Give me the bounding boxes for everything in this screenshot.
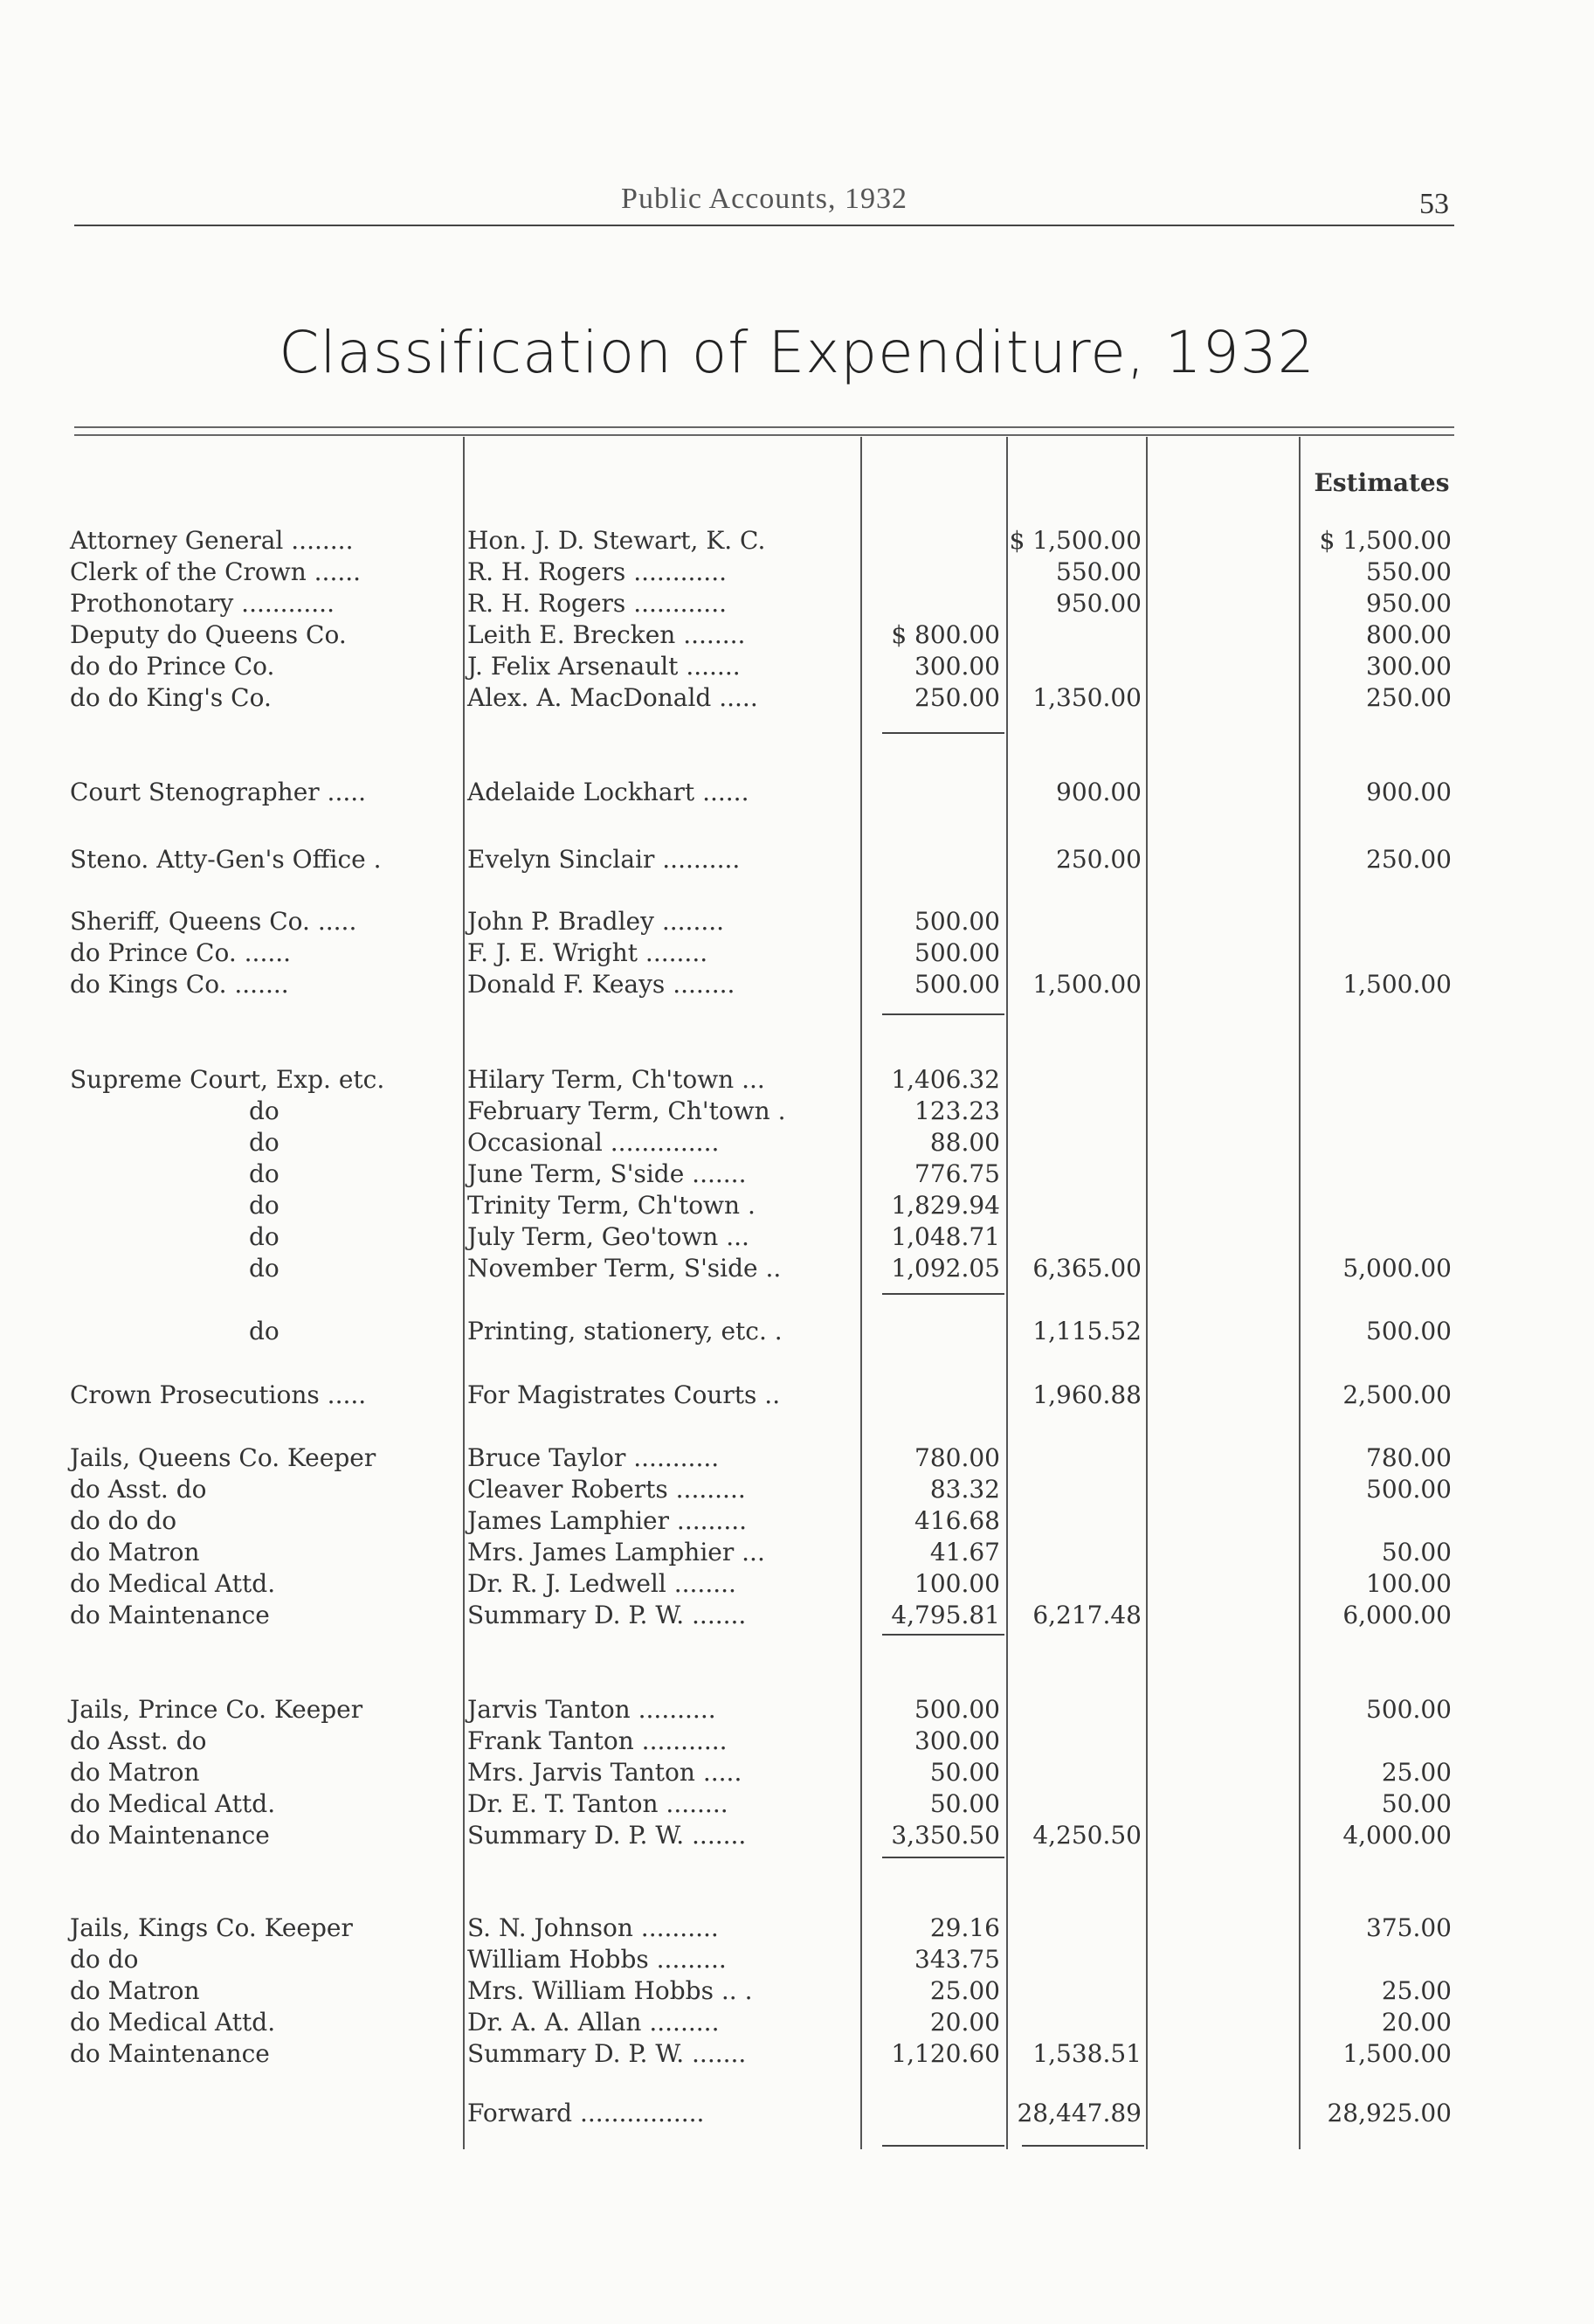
column-divider — [463, 437, 465, 2149]
estimate-cell: 1,500.00 — [1342, 970, 1452, 999]
subtotal-rule — [882, 2145, 1004, 2147]
description-cell: do Matron — [70, 1976, 200, 2005]
estimate-cell: 375.00 — [1366, 1913, 1452, 1942]
estimate-cell: 300.00 — [1366, 652, 1452, 681]
description-cell: Jails, Kings Co. Keeper — [70, 1913, 353, 1942]
detail-amount-cell: 1,120.60 — [891, 2039, 1000, 2068]
detail-amount-cell: 88.00 — [929, 1128, 1000, 1157]
total-amount-cell: 1,115.52 — [1032, 1317, 1142, 1345]
payee-cell: S. N. Johnson .......... — [467, 1913, 719, 1942]
description-cell: do Maintenance — [70, 1821, 270, 1850]
detail-amount-cell: 776.75 — [914, 1159, 1000, 1188]
estimate-cell: 25.00 — [1381, 1976, 1452, 2005]
detail-amount-cell: 250.00 — [914, 683, 1000, 712]
detail-amount-cell: 780.00 — [914, 1443, 1000, 1472]
detail-amount-cell: 100.00 — [914, 1569, 1000, 1598]
total-amount-cell: 28,447.89 — [1017, 2099, 1142, 2127]
running-header — [74, 179, 1454, 226]
detail-amount-cell: 300.00 — [914, 652, 1000, 681]
payee-cell: Leith E. Brecken ........ — [467, 620, 746, 649]
description-cell: Supreme Court, Exp. etc. — [70, 1065, 385, 1094]
payee-cell: February Term, Ch'town . — [467, 1096, 786, 1125]
detail-amount-cell: 1,829.94 — [891, 1191, 1000, 1220]
total-amount-cell: 1,350.00 — [1032, 683, 1142, 712]
estimate-cell: 250.00 — [1366, 683, 1452, 712]
estimate-cell: 780.00 — [1366, 1443, 1452, 1472]
description-cell: do Matron — [70, 1538, 200, 1567]
detail-amount-cell: 123.23 — [914, 1096, 1000, 1125]
estimate-cell: 2,500.00 — [1342, 1380, 1452, 1409]
total-amount-cell: 1,538.51 — [1032, 2039, 1142, 2068]
description-cell: do do do — [70, 1506, 177, 1535]
description-cell: do Maintenance — [70, 1601, 270, 1629]
estimate-cell: 550.00 — [1366, 557, 1452, 586]
total-amount-cell: 250.00 — [1056, 845, 1142, 874]
estimate-cell: 500.00 — [1366, 1317, 1452, 1345]
detail-amount-cell: 1,092.05 — [891, 1254, 1000, 1283]
total-amount-cell: 6,365.00 — [1032, 1254, 1142, 1283]
detail-amount-cell: 500.00 — [914, 907, 1000, 936]
detail-amount-cell: 1,406.32 — [891, 1065, 1000, 1094]
description-cell: do — [249, 1128, 279, 1157]
payee-cell: Trinity Term, Ch'town . — [467, 1191, 756, 1220]
table-top-rule-2 — [74, 434, 1454, 436]
payee-cell: William Hobbs ......... — [467, 1945, 727, 1974]
payee-cell: Cleaver Roberts ......... — [467, 1475, 746, 1504]
detail-amount-cell: 41.67 — [929, 1538, 1000, 1567]
description-cell: do — [249, 1191, 279, 1220]
payee-cell: F. J. E. Wright ........ — [467, 938, 708, 967]
payee-cell: July Term, Geo'town ... — [467, 1222, 749, 1251]
subtotal-rule — [882, 1293, 1004, 1295]
payee-cell: Summary D. P. W. ....... — [467, 2039, 747, 2068]
estimate-cell: 6,000.00 — [1342, 1601, 1452, 1629]
payee-cell: Hon. J. D. Stewart, K. C. — [467, 526, 766, 555]
detail-amount-cell: 4,795.81 — [891, 1601, 1000, 1629]
description-cell: do — [249, 1222, 279, 1251]
payee-cell: Evelyn Sinclair .......... — [467, 845, 741, 874]
page-number: 53 — [1419, 188, 1449, 220]
detail-amount-cell: 20.00 — [929, 2008, 1000, 2037]
total-amount-cell: 4,250.50 — [1032, 1821, 1142, 1850]
estimate-cell: 50.00 — [1381, 1538, 1452, 1567]
description-cell: do Medical Attd. — [70, 2008, 276, 2037]
total-amount-cell: $ 1,500.00 — [1009, 526, 1142, 555]
description-cell: do Asst. do — [70, 1726, 207, 1755]
estimate-cell: 25.00 — [1381, 1758, 1452, 1787]
payee-cell: June Term, S'side ....... — [467, 1159, 747, 1188]
description-cell: do Asst. do — [70, 1475, 207, 1504]
payee-cell: R. H. Rogers ............ — [467, 557, 727, 586]
total-amount-cell: 900.00 — [1056, 778, 1142, 806]
estimate-cell: $ 1,500.00 — [1319, 526, 1452, 555]
estimate-cell: 950.00 — [1366, 589, 1452, 618]
description-cell: do Kings Co. ....... — [70, 970, 289, 999]
payee-cell: Printing, stationery, etc. . — [467, 1317, 783, 1345]
payee-cell: John P. Bradley ........ — [467, 907, 725, 936]
payee-cell: R. H. Rogers ............ — [467, 589, 727, 618]
payee-cell: Frank Tanton ........... — [467, 1726, 728, 1755]
estimate-cell: 28,925.00 — [1327, 2099, 1452, 2127]
table-top-rule — [74, 426, 1454, 428]
detail-amount-cell: 500.00 — [914, 938, 1000, 967]
payee-cell: November Term, S'side .. — [467, 1254, 782, 1283]
description-cell: Deputy do Queens Co. — [70, 620, 347, 649]
description-cell: Prothonotary ............ — [70, 589, 335, 618]
description-cell: Clerk of the Crown ...... — [70, 557, 362, 586]
detail-amount-cell: 343.75 — [914, 1945, 1000, 1974]
description-cell: do Prince Co. ...... — [70, 938, 292, 967]
description-cell: do Medical Attd. — [70, 1569, 276, 1598]
subtotal-rule — [882, 1857, 1004, 1858]
subtotal-rule — [882, 1634, 1004, 1636]
payee-cell: Mrs. Jarvis Tanton ..... — [467, 1758, 742, 1787]
payee-cell: For Magistrates Courts .. — [467, 1380, 781, 1409]
subtotal-rule — [1022, 2145, 1144, 2147]
total-amount-cell: 6,217.48 — [1032, 1601, 1142, 1629]
detail-amount-cell: 1,048.71 — [891, 1222, 1000, 1251]
description-cell: do Medical Attd. — [70, 1789, 276, 1818]
estimate-cell: 800.00 — [1366, 620, 1452, 649]
payee-cell: Forward ................ — [467, 2099, 705, 2127]
description-cell: do do Prince Co. — [70, 652, 275, 681]
detail-amount-cell: 500.00 — [914, 970, 1000, 999]
description-cell: Attorney General ........ — [70, 526, 354, 555]
payee-cell: Summary D. P. W. ....... — [467, 1601, 747, 1629]
description-cell: do Maintenance — [70, 2039, 270, 2068]
description-cell: Sheriff, Queens Co. ..... — [70, 907, 357, 936]
payee-cell: James Lamphier ......... — [467, 1506, 748, 1535]
total-amount-cell: 1,960.88 — [1032, 1380, 1142, 1409]
description-cell: Jails, Queens Co. Keeper — [70, 1443, 376, 1472]
detail-amount-cell: $ 800.00 — [891, 620, 1000, 649]
column-divider — [1146, 437, 1148, 2149]
description-cell: Steno. Atty-Gen's Office . — [70, 845, 382, 874]
payee-cell: Occasional .............. — [467, 1128, 720, 1157]
payee-cell: Alex. A. MacDonald ..... — [467, 683, 758, 712]
detail-amount-cell: 300.00 — [914, 1726, 1000, 1755]
payee-cell: Dr. A. A. Allan ......... — [467, 2008, 720, 2037]
payee-cell: Mrs. James Lamphier ... — [467, 1538, 765, 1567]
estimate-cell: 5,000.00 — [1342, 1254, 1452, 1283]
description-cell: Crown Prosecutions ..... — [70, 1380, 367, 1409]
description-cell: do do — [70, 1945, 139, 1974]
total-amount-cell: 550.00 — [1056, 557, 1142, 586]
detail-amount-cell: 3,350.50 — [891, 1821, 1000, 1850]
estimate-cell: 500.00 — [1366, 1695, 1452, 1724]
description-cell: do do King's Co. — [70, 683, 272, 712]
description-cell: do Matron — [70, 1758, 200, 1787]
page-title: Classification of Expenditure, 1932 — [279, 319, 1315, 386]
payee-cell: Hilary Term, Ch'town ... — [467, 1065, 765, 1094]
payee-cell: Bruce Taylor ........... — [467, 1443, 720, 1472]
payee-cell: Dr. E. T. Tanton ........ — [467, 1789, 728, 1818]
estimate-cell: 4,000.00 — [1342, 1821, 1452, 1850]
payee-cell: Mrs. William Hobbs .. . — [467, 1976, 753, 2005]
description-cell: do — [249, 1096, 279, 1125]
description-cell: do — [249, 1254, 279, 1283]
subtotal-rule — [882, 732, 1004, 734]
subtotal-rule — [882, 1013, 1004, 1015]
description-cell: do — [249, 1317, 279, 1345]
payee-cell: Jarvis Tanton .......... — [467, 1695, 716, 1724]
payee-cell: J. Felix Arsenault ....... — [467, 652, 741, 681]
total-amount-cell: 1,500.00 — [1032, 970, 1142, 999]
payee-cell: Donald F. Keays ........ — [467, 970, 735, 999]
running-title: Public Accounts, 1932 — [621, 183, 907, 215]
estimate-cell: 1,500.00 — [1342, 2039, 1452, 2068]
detail-amount-cell: 50.00 — [929, 1758, 1000, 1787]
detail-amount-cell: 500.00 — [914, 1695, 1000, 1724]
payee-cell: Adelaide Lockhart ...... — [467, 778, 749, 806]
estimate-cell: 250.00 — [1366, 845, 1452, 874]
description-cell: Court Stenographer ..... — [70, 778, 367, 806]
description-cell: Jails, Prince Co. Keeper — [70, 1695, 363, 1724]
detail-amount-cell: 83.32 — [929, 1475, 1000, 1504]
detail-amount-cell: 50.00 — [929, 1789, 1000, 1818]
estimate-cell: 50.00 — [1381, 1789, 1452, 1818]
description-cell: do — [249, 1159, 279, 1188]
payee-cell: Dr. R. J. Ledwell ........ — [467, 1569, 736, 1598]
detail-amount-cell: 29.16 — [929, 1913, 1000, 1942]
estimates-column-header: Estimates — [1314, 468, 1450, 497]
estimate-cell: 500.00 — [1366, 1475, 1452, 1504]
detail-amount-cell: 25.00 — [929, 1976, 1000, 2005]
total-amount-cell: 950.00 — [1056, 589, 1142, 618]
estimate-cell: 900.00 — [1366, 778, 1452, 806]
estimate-cell: 20.00 — [1381, 2008, 1452, 2037]
payee-cell: Summary D. P. W. ....... — [467, 1821, 747, 1850]
detail-amount-cell: 416.68 — [914, 1506, 1000, 1535]
estimate-cell: 100.00 — [1366, 1569, 1452, 1598]
